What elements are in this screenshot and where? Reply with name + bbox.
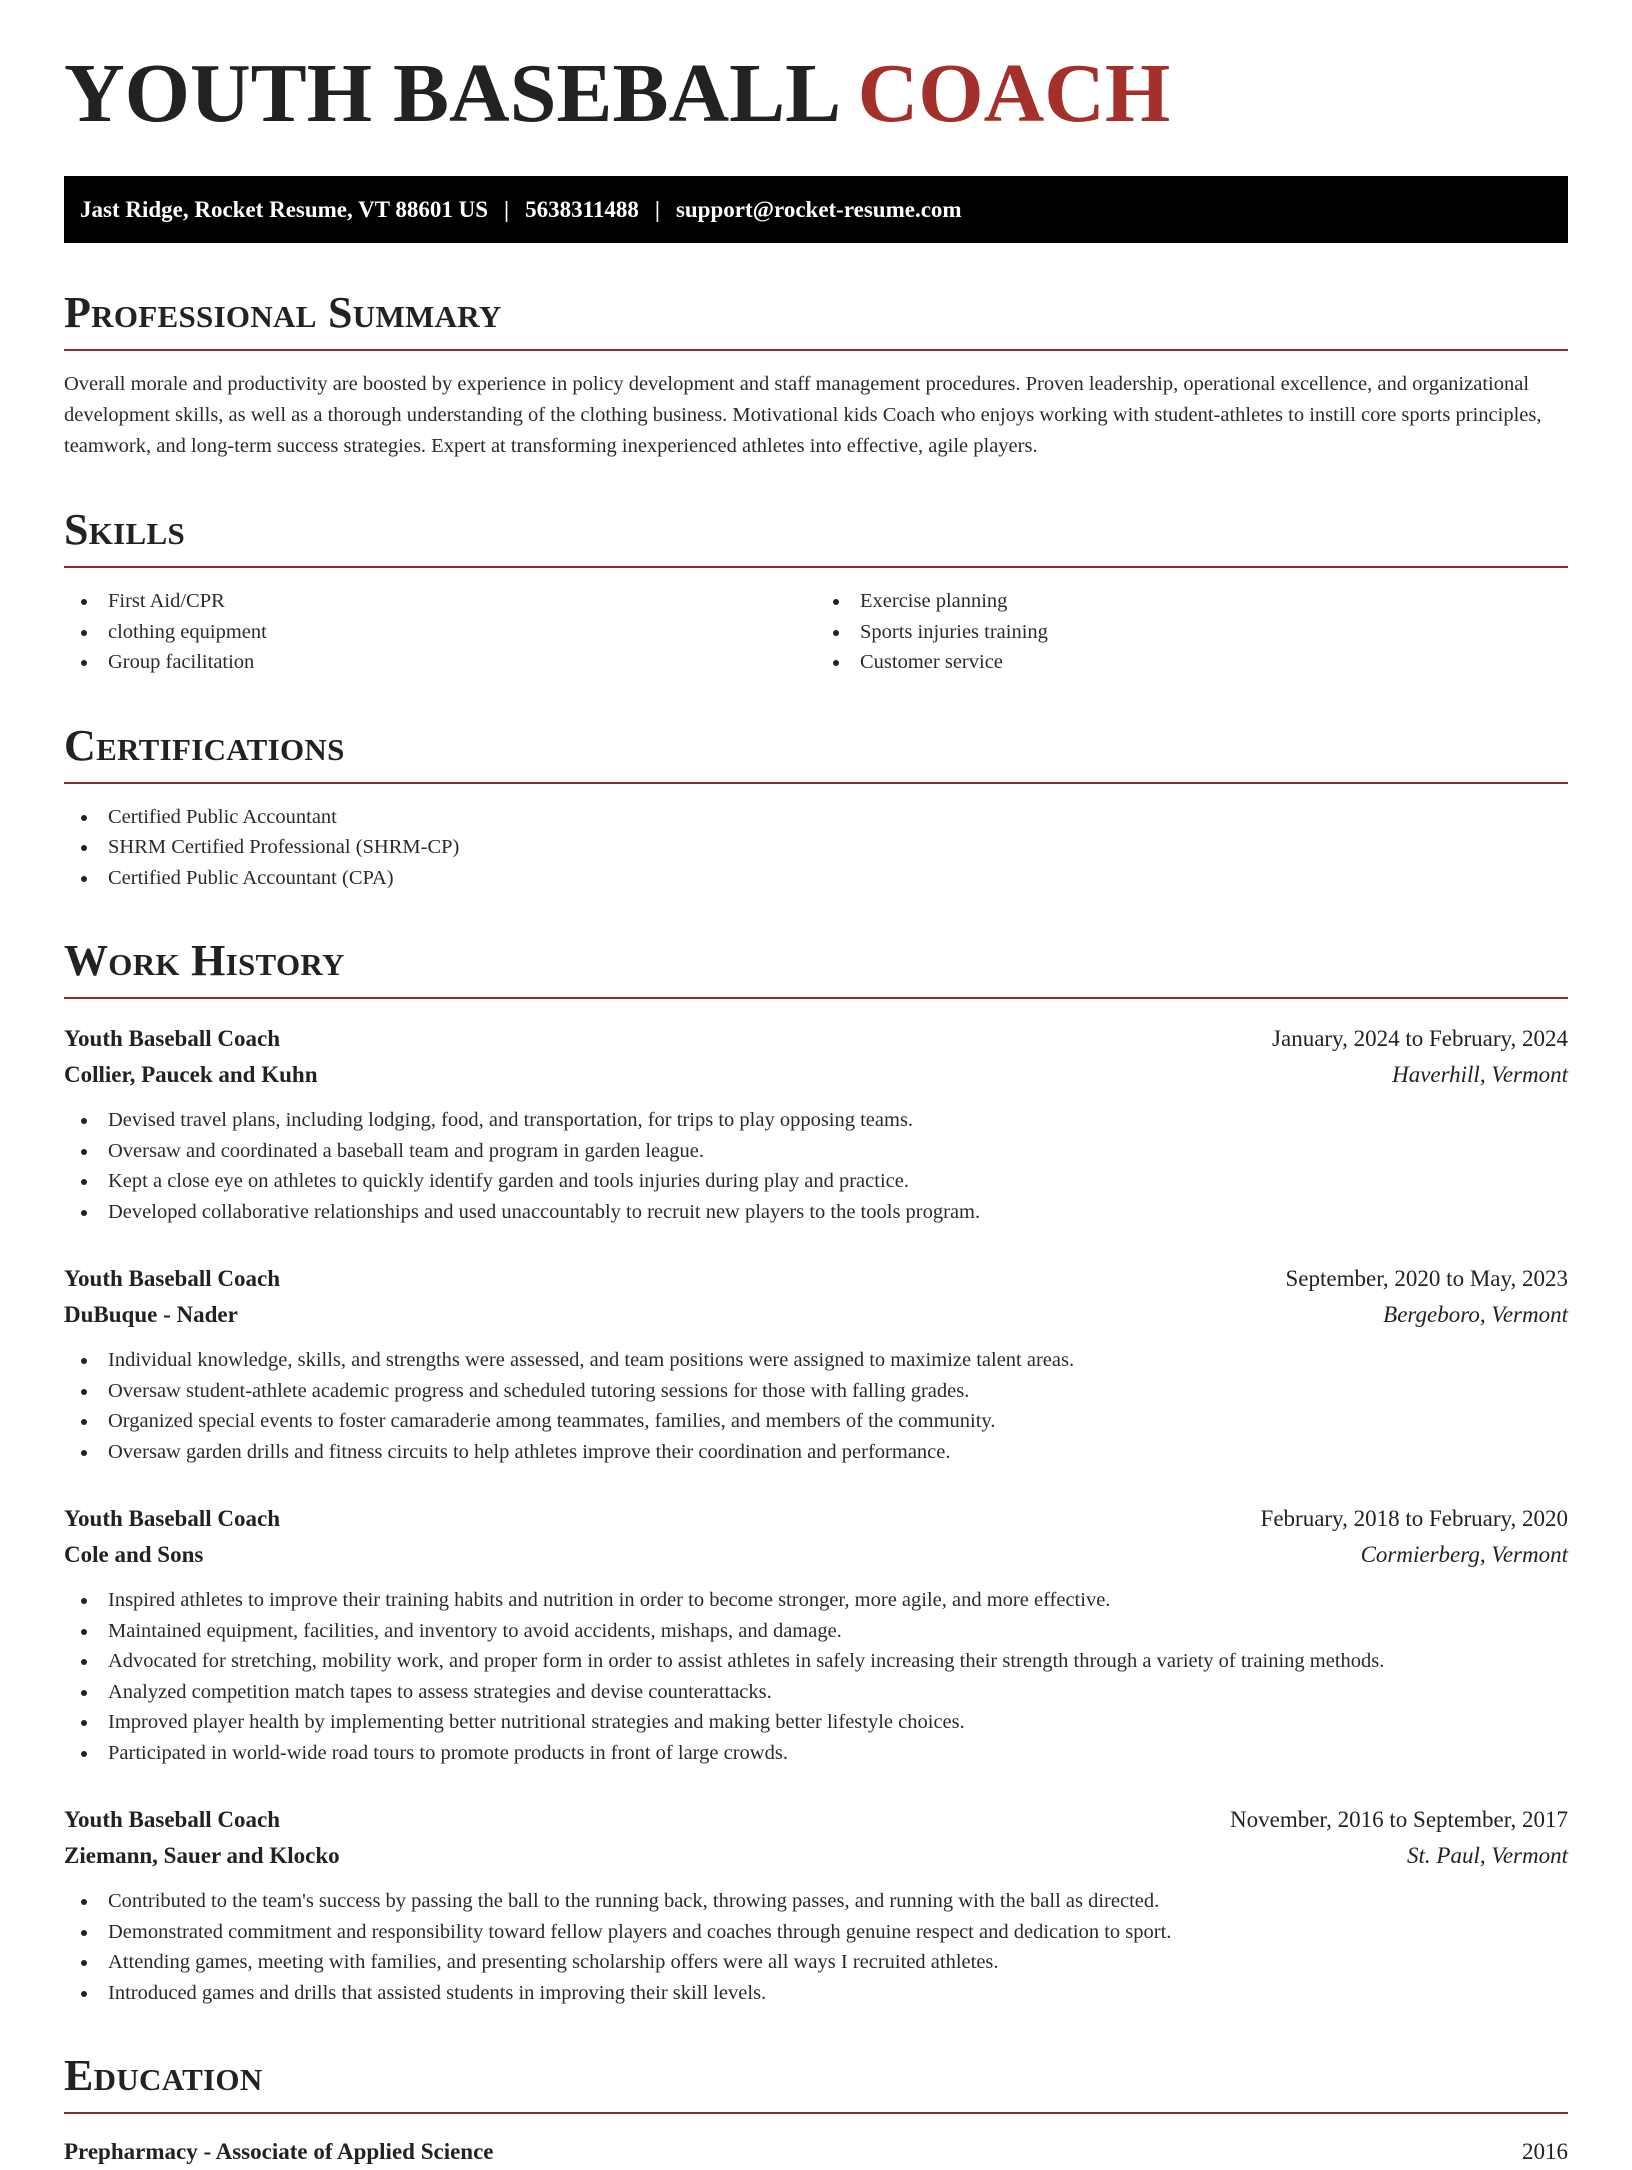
- job-entry: [64, 1802, 1568, 2008]
- work-history-section: [64, 936, 1568, 2008]
- job-bullet: Analyzed competition match tapes to assess strategies and devise counterattacks.: [64, 1677, 1568, 1708]
- job-bullet: Oversaw student-athlete academic progress and scheduled tutoring sessions for those with falling grades.: [64, 1376, 1568, 1407]
- job-dates: September, 2020 to May, 2023: [1285, 1266, 1568, 1291]
- job-dates: January, 2024 to February, 2024: [1272, 1026, 1568, 1051]
- skills-section: [64, 505, 1568, 678]
- job-bullets: [64, 1585, 1568, 1768]
- contact-bar: [64, 176, 1568, 243]
- job-bullet: Organized special events to foster camaraderie among teammates, families, and members of the community.: [64, 1406, 1568, 1437]
- job-bullets: [64, 1886, 1568, 2008]
- contact-separator: |: [654, 196, 660, 222]
- job-entry: [64, 1501, 1568, 1768]
- job-header-row: [64, 1802, 1568, 1838]
- job-title: Youth Baseball Coach: [64, 1266, 280, 1291]
- skills-list-left: [64, 586, 816, 678]
- job-bullets: [64, 1105, 1568, 1227]
- job-company: Ziemann, Sauer and Klocko: [64, 1843, 340, 1868]
- job-bullet: Oversaw garden drills and fitness circuits to help athletes improve their coordination and performance.: [64, 1437, 1568, 1468]
- job-bullet: Developed collaborative relationships and used unaccountably to recruit new players to the tools program.: [64, 1197, 1568, 1228]
- job-bullet: Attending games, meeting with families, and presenting scholarship offers were all ways I recruited athletes.: [64, 1947, 1568, 1978]
- job-dates: November, 2016 to September, 2017: [1230, 1807, 1568, 1832]
- job-bullet: Oversaw and coordinated a baseball team and program in garden league.: [64, 1136, 1568, 1167]
- title-main: YOUTH BASEBALL: [64, 47, 837, 140]
- education-degree: Prepharmacy - Associate of Applied Science: [64, 2139, 494, 2164]
- skill-item: clothing equipment: [64, 617, 816, 648]
- education-section: [64, 2051, 1568, 2170]
- job-company-row: [64, 1838, 1568, 1874]
- job-bullet: Devised travel plans, including lodging, food, and transportation, for trips to play opposing teams.: [64, 1105, 1568, 1136]
- certifications-list: [64, 802, 1568, 894]
- skill-item: Sports injuries training: [816, 617, 1568, 648]
- job-location: Bergeboro, Vermont: [1383, 1302, 1568, 1327]
- job-bullet: Kept a close eye on athletes to quickly identify garden and tools injuries during play and practice.: [64, 1166, 1568, 1197]
- skill-item: Exercise planning: [816, 586, 1568, 617]
- job-bullet: Advocated for stretching, mobility work, and proper form in order to assist athletes in safely increasing their strength through a variety of training methods.: [64, 1646, 1568, 1677]
- contact-phone: 5638311488: [525, 196, 639, 222]
- section-heading-work-history: Work History: [64, 939, 1568, 999]
- job-company-row: [64, 1297, 1568, 1333]
- resume-title: [64, 0, 1568, 140]
- title-accent: COACH: [857, 47, 1171, 140]
- summary-section: [64, 288, 1568, 462]
- contact-address: Jast Ridge, Rocket Resume, VT 88601 US: [80, 196, 489, 222]
- skill-item: First Aid/CPR: [64, 586, 816, 617]
- job-header-row: [64, 1021, 1568, 1057]
- certifications-section: [64, 720, 1568, 894]
- job-bullet: Maintained equipment, facilities, and inventory to avoid accidents, mishaps, and damage.: [64, 1616, 1568, 1647]
- job-bullet: Participated in world-wide road tours to promote products in front of large crowds.: [64, 1738, 1568, 1769]
- section-heading-skills: Skills: [64, 508, 1568, 568]
- education-year: 2016: [1522, 2139, 1568, 2164]
- job-title: Youth Baseball Coach: [64, 1506, 280, 1531]
- job-company: Collier, Paucek and Kuhn: [64, 1062, 318, 1087]
- job-dates: February, 2018 to February, 2020: [1260, 1506, 1568, 1531]
- job-header-row: [64, 1261, 1568, 1297]
- certification-item: Certified Public Accountant: [64, 802, 1568, 833]
- job-location: Haverhill, Vermont: [1392, 1062, 1568, 1087]
- job-company-row: [64, 1057, 1568, 1093]
- skill-item: Customer service: [816, 647, 1568, 678]
- job-bullets: [64, 1345, 1568, 1467]
- job-company: DuBuque - Nader: [64, 1302, 238, 1327]
- skills-list-right: [816, 586, 1568, 678]
- skill-item: Group facilitation: [64, 647, 816, 678]
- job-header-row: [64, 1501, 1568, 1537]
- job-title: Youth Baseball Coach: [64, 1807, 280, 1832]
- job-company-row: [64, 1537, 1568, 1573]
- job-company: Cole and Sons: [64, 1542, 204, 1567]
- job-entry: [64, 1261, 1568, 1467]
- job-bullet: Inspired athletes to improve their training habits and nutrition in order to become stronger, more agile, and more effective.: [64, 1585, 1568, 1616]
- job-bullet: Individual knowledge, skills, and strengths were assessed, and team positions were assigned to maximize talent areas.: [64, 1345, 1568, 1376]
- summary-text: Overall morale and productivity are boosted by experience in policy development and staff management procedures. Proven leadership, operational excellence, and organizational development skills, as well as a thorough understanding of the clothing business. Motivational kids Coach who enjoys working with student-athletes to instill core sports principles, teamwork, and long-term success strategies. Expert at transforming inexperienced athletes into effective, agile players.: [64, 373, 1542, 457]
- job-entry: [64, 1021, 1568, 1227]
- certification-item: Certified Public Accountant (CPA): [64, 863, 1568, 894]
- contact-email[interactable]: support@rocket-resume.com: [675, 196, 962, 222]
- skills-grid: [64, 568, 1568, 678]
- section-heading-certifications: Certifications: [64, 724, 1568, 784]
- section-heading-education: Education: [64, 2054, 1568, 2114]
- job-title: Youth Baseball Coach: [64, 1026, 280, 1051]
- job-bullet: Contributed to the team's success by passing the ball to the running back, throwing passes, and running with the ball as directed.: [64, 1886, 1568, 1917]
- contact-separator: |: [504, 196, 510, 222]
- certification-item: SHRM Certified Professional (SHRM-CP): [64, 832, 1568, 863]
- job-bullet: Improved player health by implementing better nutritional strategies and making better lifestyle choices.: [64, 1707, 1568, 1738]
- education-row: [64, 2134, 1568, 2170]
- section-heading-summary: Professional Summary: [64, 291, 1568, 351]
- job-location: Cormierberg, Vermont: [1360, 1542, 1568, 1567]
- job-bullet: Demonstrated commitment and responsibility toward fellow players and coaches through genuine respect and dedication to sport.: [64, 1917, 1568, 1948]
- job-bullet: Introduced games and drills that assisted students in improving their skill levels.: [64, 1978, 1568, 2009]
- job-location: St. Paul, Vermont: [1407, 1843, 1568, 1868]
